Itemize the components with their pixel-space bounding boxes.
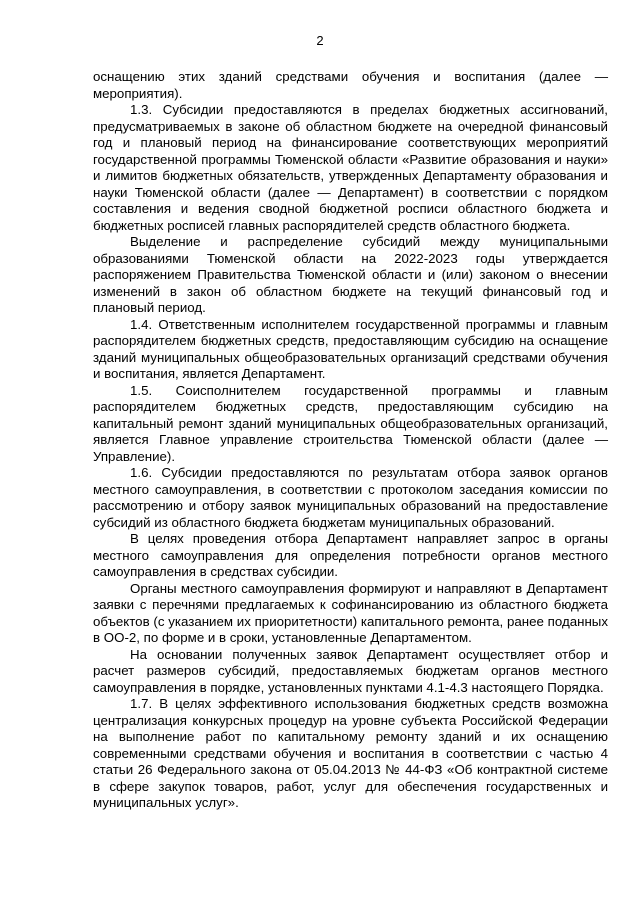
document-body [93, 69, 608, 812]
paragraph-subsidy-allocation: Выделение и распределение субсидий между муниципальными образованиями Тюменской области на 2022-2023 годы утверждается распоряжением Правительства Тюменской области и (или) законом о внесении изменений в закон об областном бюджете на текущий финансовый год и плановый период. [93, 234, 608, 315]
paragraph-selection-request: В целях проведения отбора Департамент направляет запрос в органы местного самоуправления для определения потребности органов местного самоуправления в средствах субсидии. [93, 531, 608, 579]
paragraph-1-5: 1.5. Соисполнителем государственной программы и главным распорядителем бюджетных средств, предоставляющим субсидию на капитальный ремонт зданий муниципальных общеобразовательных организаций, является Главное управление строительства Тюменской области (далее — Управление). [93, 382, 608, 464]
paragraph-1-3: 1.3. Субсидии предоставляются в пределах бюджетных ассигнований, предусматриваемых в законе об областном бюджете на очередной финансовый год и плановый период на финансирование соответствующих мероприятий государственной программы Тюменской области «Развитие образования и науки» и лимитов бюджетных обязательств, утвержденных Департаменту образования и науки Тюменской области (далее — Департамент) в соответствии с порядком составления и ведения сводной бюджетной росписи областного бюджета и бюджетных росписей главных распорядителей средств областного бюджета. [93, 102, 608, 233]
paragraph-1-4: 1.4. Ответственным исполнителем государственной программы и главным распорядителем бюджетных средств, предоставляющим субсидию на оснащение зданий муниципальных общеобразовательных организаций средствами обучения и воспитания, является Департамент. [93, 316, 608, 381]
page-number: 2 [316, 33, 324, 48]
paragraph-continuation: оснащению этих зданий средствами обучения и воспитания (далее — мероприятия). [93, 69, 608, 101]
paragraph-1-6: 1.6. Субсидии предоставляются по результатам отбора заявок органов местного самоуправления, в соответствии с протоколом заседания комиссии по рассмотрению и отбору заявок муниципальных образований на предоставление субсидий из областного бюджета бюджетам муниципальных образований. [93, 465, 608, 530]
paragraph-selection-calculation: На основании полученных заявок Департамент осуществляет отбор и расчет размеров субсидий, предоставляемых бюджетам органов местного самоуправления в порядке, установленных пунктами 4.1-4.3 настоящего Порядка. [93, 646, 608, 695]
paragraph-local-applications: Органы местного самоуправления формируют и направляют в Департамент заявки с перечнями предлагаемых к софинансированию из областного бюджета объектов (с указанием их приоритетности) капитального ремонта, ранее поданных в ОО-2, по форме и в сроки, установленные Департаментом. [93, 580, 608, 645]
paragraph-1-7: 1.7. В целях эффективного использования бюджетных средств возможна централизация конкурсных процедур на уровне субъекта Российской Федерации на выполнение работ по капитальному ремонту зданий и их оснащению современными средствами обучения и воспитания в соответствии с частью 4 статьи 26 Федерального закона от 05.04.2013 № 44-ФЗ «Об контрактной системе в сфере закупок товаров, работ, услуг для обеспечения государственных и муниципальных услуг». [93, 696, 608, 810]
